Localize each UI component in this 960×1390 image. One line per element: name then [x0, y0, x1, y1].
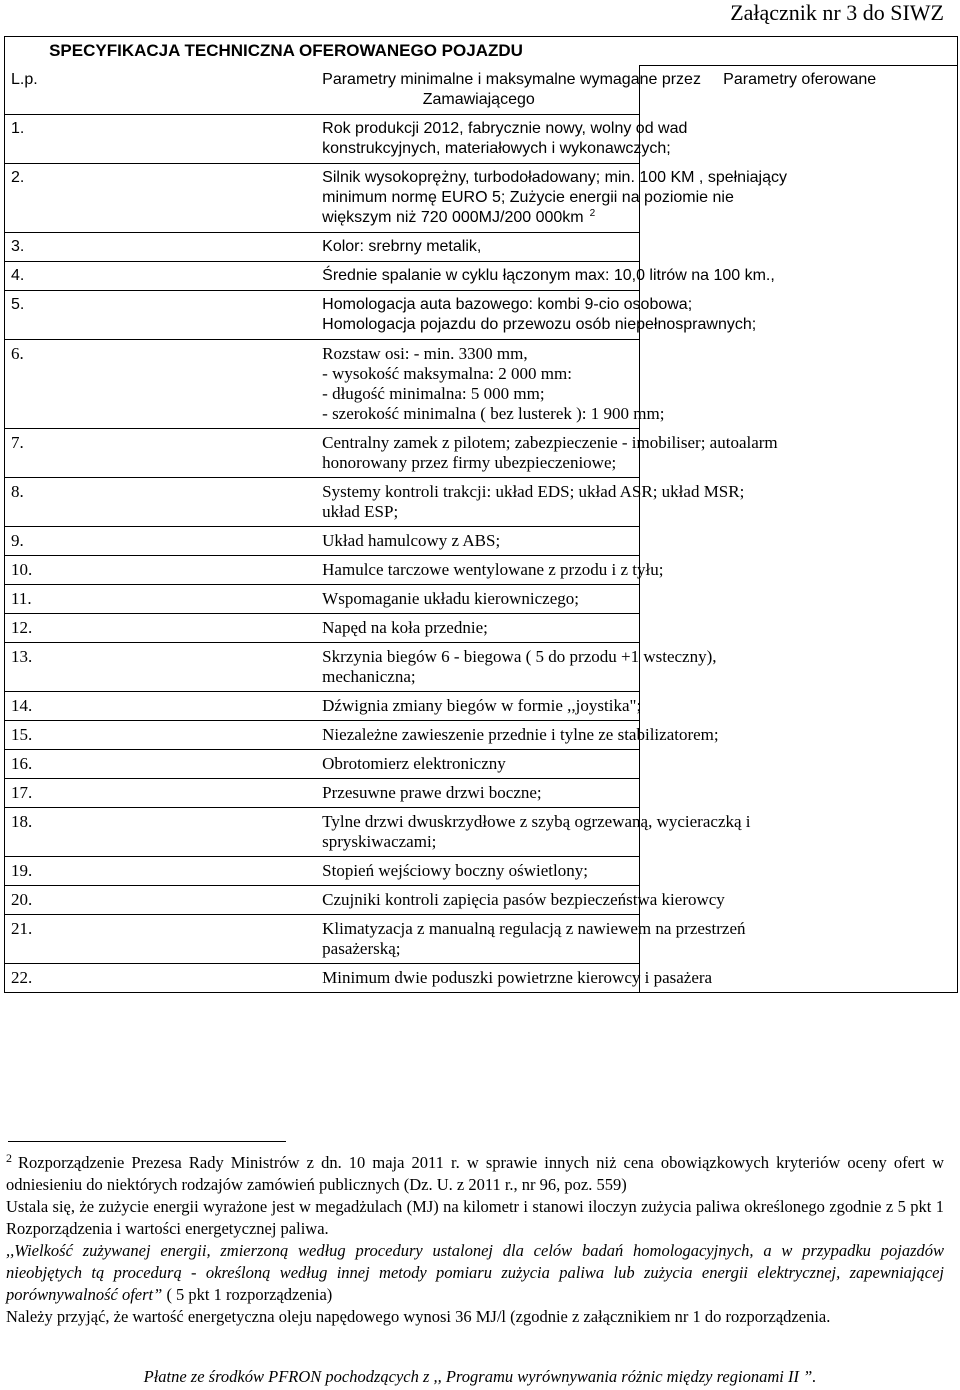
row-number: 14.	[5, 691, 323, 720]
funding-note: Płatne ze środków PFRON pochodzących z ,, Programu wyrównywania różnic między regionami II ”.	[143, 1367, 817, 1386]
row-number: 6.	[5, 339, 323, 428]
parameter-line: Hamulce tarczowe wentylowane z przodu i z tyłu;	[322, 559, 664, 579]
parameter-line: minimum normę EURO 5; Zużycie energii na poziomie nie	[322, 188, 734, 206]
row-parameter	[322, 428, 778, 477]
row-parameter	[322, 914, 746, 963]
parameter-line: Przesuwne prawe drzwi boczne;	[322, 782, 542, 802]
title-row	[5, 37, 958, 66]
row-parameter	[322, 555, 664, 584]
col-params-header-line2: Zamawiającego	[422, 90, 535, 108]
row-parameter	[322, 526, 640, 555]
parameter-line: większym niż 720 000MJ/200 000km	[322, 208, 584, 226]
page-title: SPECYFIKACJA TECHNICZNA OFEROWANEGO POJAZDU	[5, 37, 958, 66]
parameter-line: honorowany przez firmy ubezpieczeniowe;	[322, 452, 617, 472]
parameter-line: Minimum dwie poduszki powietrzne kierowcy i pasażera	[322, 967, 713, 987]
row-number: 2.	[5, 163, 323, 232]
parameter-line: Obrotomierz elektroniczny	[322, 753, 506, 773]
row-number: 4.	[5, 261, 323, 290]
footnotes	[6, 1152, 944, 1328]
parameter-line: - długość minimalna: 5 000 mm;	[322, 383, 545, 403]
row-number: 3.	[5, 232, 323, 261]
row-number: 9.	[5, 526, 323, 555]
col-params-header	[322, 66, 701, 115]
footnote-text-1: Rozporządzenie Prezesa Rady Ministrów z dn. 10 maja 2011 r. w sprawie innych niż cena obowiązkowych kryteriów oceny ofert w odniesieniu do niektórych rodzajów zamówień publicznych (Dz. U. z 2011 r., nr 96, poz. 559)	[6, 1153, 944, 1194]
parameter-line: Układ hamulcowy z ABS;	[322, 530, 501, 550]
spec-table	[4, 36, 958, 993]
footnote-ref-mark: 2	[589, 207, 596, 219]
col-params-header-line1: Parametry minimalne i maksymalne wymagane przez	[322, 70, 701, 88]
row-parameter	[322, 885, 725, 914]
row-parameter	[322, 477, 745, 526]
parameter-line: Silnik wysokoprężny, turbodoładowany; min. 100 KM , spełniający	[322, 168, 787, 186]
parameter-line: pasażerską;	[322, 938, 401, 958]
parameter-line: mechaniczna;	[322, 666, 416, 686]
row-parameter	[322, 642, 717, 691]
parameter-line: konstrukcyjnych, materiałowych i wykonawczych;	[322, 139, 671, 157]
attachment-label: Załącznik nr 3 do SIWZ	[730, 0, 944, 25]
col-lp-header: L.p.	[5, 66, 323, 115]
parameter-line: Rok produkcji 2012, fabrycznie nowy, wolny od wad	[322, 119, 688, 137]
parameter-line: spryskiwaczami;	[322, 831, 437, 851]
row-number: 18.	[5, 807, 323, 856]
parameter-line: - szerokość minimalna ( bez lusterek ): 1 900 mm;	[322, 403, 665, 423]
row-number: 8.	[5, 477, 323, 526]
row-parameter	[322, 963, 713, 992]
row-parameter	[322, 163, 787, 232]
row-parameter	[322, 261, 775, 290]
row-parameter	[322, 232, 640, 261]
parameter-line: Homologacja pojazdu do przewozu osób niepełnosprawnych;	[322, 315, 757, 333]
row-parameter	[322, 613, 640, 642]
footnote-3	[6, 1240, 944, 1306]
row-number: 13.	[5, 642, 323, 691]
parameter-line: Średnie spalanie w cyklu łączonym max: 10,0 litrów na 100 km.,	[322, 266, 775, 284]
row-parameter	[322, 584, 640, 613]
row-parameter	[322, 339, 665, 428]
footnote-separator	[8, 1141, 286, 1142]
row-number: 21.	[5, 914, 323, 963]
footnote-4: Należy przyjąć, że wartość energetyczna oleju napędowego wynosi 36 MJ/l (zgodnie z załącznikiem nr 1 do rozporządzenia.	[6, 1307, 831, 1326]
header-row	[5, 66, 958, 115]
parameter-line: Napęd na koła przednie;	[322, 617, 488, 637]
row-number: 7.	[5, 428, 323, 477]
row-number: 10.	[5, 555, 323, 584]
parameter-line: - wysokość maksymalna: 2 000 mm:	[322, 363, 572, 383]
row-parameter	[322, 691, 640, 720]
row-parameter	[322, 778, 640, 807]
row-parameter	[322, 114, 688, 163]
parameter-line: Tylne drzwi dwuskrzydłowe z szybą ogrzewaną, wycieraczką i	[322, 811, 751, 831]
footnote-ref: ( 5 pkt 1 rozporządzenia)	[162, 1285, 333, 1304]
row-number: 5.	[5, 290, 323, 339]
parameter-line: Niezależne zawieszenie przednie i tylne ze stabilizatorem;	[322, 724, 719, 744]
footnote-mark: 2	[6, 1151, 12, 1165]
row-parameter	[322, 290, 757, 339]
parameter-line: Skrzynia biegów 6 - biegowa ( 5 do przodu +1 wsteczny),	[322, 646, 717, 666]
parameter-line: Stopień wejściowy boczny oświetlony;	[322, 860, 588, 880]
footnote-quote: ,,Wielkość zużywanej energii, zmierzoną według procedury ustalonej dla celów badań homologacyjnych, a w przypadku pojazdów nieobjętych tą procedurą - określoną według innej metody pomiaru zużycia paliwa lub zużycia energii elektrycznej, zapewniającej porównywalność ofert”	[6, 1241, 944, 1304]
row-number: 22.	[5, 963, 323, 992]
parameter-line: Homologacja auta bazowego: kombi 9-cio osobowa;	[322, 295, 693, 313]
parameter-line: Wspomaganie układu kierowniczego;	[322, 588, 579, 608]
footnote-1	[6, 1152, 944, 1196]
row-number: 15.	[5, 720, 323, 749]
row-number: 1.	[5, 114, 323, 163]
row-number: 12.	[5, 613, 323, 642]
row-number: 11.	[5, 584, 323, 613]
row-number: 16.	[5, 749, 323, 778]
footnote-2: Ustala się, że zużycie energii wyrażone jest w megadżulach (MJ) na kilometr i stanowi iloczyn zużycia paliwa określonego zgodnie z 5 pkt 1 Rozporządzenia i wartości energetycznej paliwa.	[6, 1197, 944, 1238]
parameter-line: Dźwignia zmiany biegów w formie ,,joystika";	[322, 695, 642, 715]
row-number: 20.	[5, 885, 323, 914]
row-number: 19.	[5, 856, 323, 885]
row-number: 17.	[5, 778, 323, 807]
row-parameter	[322, 720, 719, 749]
row-parameter	[322, 807, 751, 856]
col-offer-header: Parametry oferowane	[640, 66, 958, 993]
row-parameter	[322, 749, 640, 778]
parameter-line: Rozstaw osi: - min. 3300 mm,	[322, 343, 528, 363]
parameter-line: układ ESP;	[322, 501, 399, 521]
row-parameter	[322, 856, 640, 885]
parameter-line: Systemy kontroli trakcji: układ EDS; układ ASR; układ MSR;	[322, 481, 745, 501]
parameter-line: Czujniki kontroli zapięcia pasów bezpieczeństwa kierowcy	[322, 889, 725, 909]
parameter-line: Klimatyzacja z manualną regulacją z nawiewem na przestrzeń	[322, 918, 746, 938]
parameter-line: Kolor: srebrny metalik,	[322, 237, 482, 255]
parameter-line: Centralny zamek z pilotem; zabezpieczenie - imobiliser; autoalarm	[322, 432, 778, 452]
